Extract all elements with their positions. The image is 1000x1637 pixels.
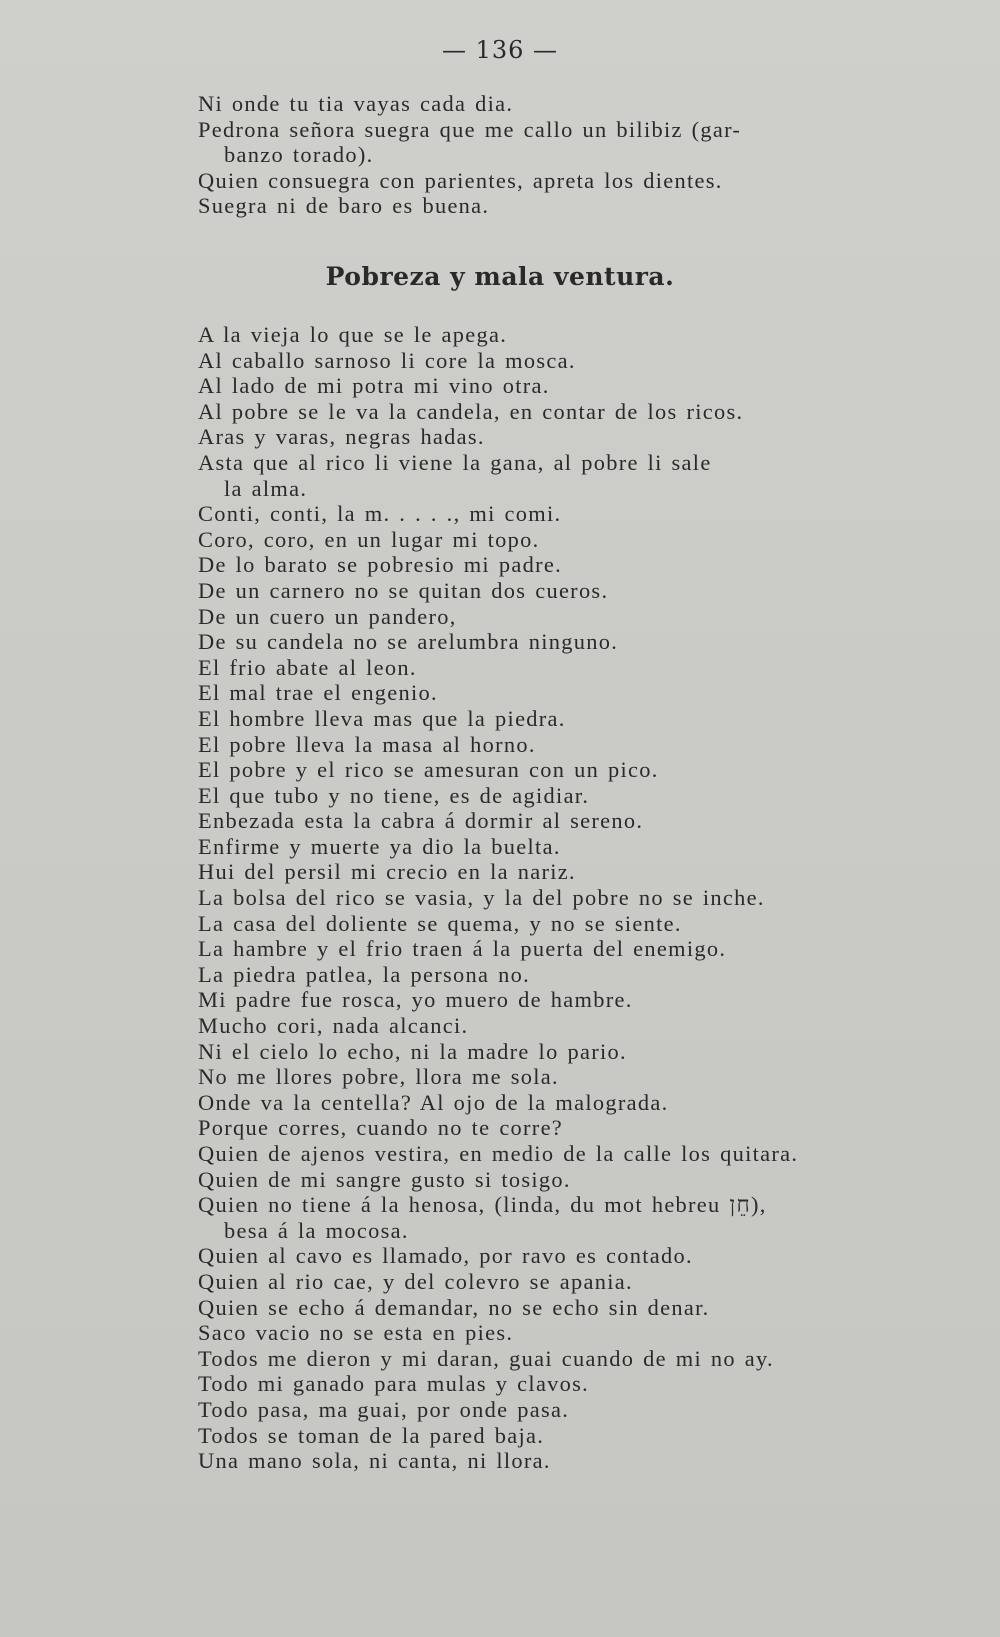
proverb-line: De su candela no se arelumbra ninguno.	[198, 629, 619, 655]
proverb-line: Saco vacio no se esta en pies.	[198, 1320, 514, 1346]
proverb-line: Onde va la centella? Al ojo de la malograda.	[198, 1089, 669, 1115]
proverb-line: A la vieja lo que se le apega.	[198, 322, 508, 347]
proverb-line: Suegra ni de baro es buena.	[198, 193, 490, 219]
proverb-line: El que tubo y no tiene, es de agidiar.	[198, 782, 590, 808]
proverb-line: El frio abate al leon.	[198, 654, 417, 680]
proverb-line-continuation: besa á la mocosa.	[224, 1217, 409, 1243]
proverb-line: Ni el cielo lo echo, ni la madre lo pario.	[198, 1038, 627, 1064]
proverb-line: El hombre lleva mas que la piedra.	[198, 705, 566, 731]
proverb-line: Quien consuegra con parientes, apreta los dientes.	[198, 167, 723, 193]
proverb-line: Enbezada esta la cabra á dormir al sereno.	[198, 808, 644, 834]
proverb-line: Enfirme y muerte ya dio la buelta.	[198, 833, 561, 859]
proverb-line: Quien de mi sangre gusto si tosigo.	[198, 1166, 571, 1192]
proverb-line: Todos me dieron y mi daran, guai cuando de mi no ay.	[198, 1345, 774, 1371]
page-number: — 136 —	[441, 36, 559, 64]
proverb-line: La casa del doliente se quema, y no se siente.	[198, 910, 682, 936]
proverb-line: Quien de ajenos vestira, en medio de la calle los quitara.	[198, 1141, 799, 1166]
proverb-line: Una mano sola, ni canta, ni llora.	[198, 1448, 551, 1474]
proverb-line: El pobre lleva la masa al horno.	[198, 731, 536, 757]
proverb-line: No me llores pobre, llora me sola.	[198, 1064, 559, 1090]
proverb-line: Coro, coro, en un lugar mi topo.	[198, 526, 540, 552]
section-heading: Pobreza y mala ventura.	[325, 262, 675, 291]
proverb-line: Todo mi ganado para mulas y clavos.	[198, 1371, 590, 1397]
proverb-line: De lo barato se pobresio mi padre.	[198, 552, 562, 578]
proverb-line: Al caballo sarnoso li core la mosca.	[198, 347, 576, 373]
proverb-list-pobreza	[198, 322, 818, 1474]
proverb-line: Ni onde tu tia vayas cada dia.	[198, 91, 514, 116]
proverb-line: Todo pasa, ma guai, por onde pasa.	[198, 1396, 570, 1422]
proverb-line: Aras y varas, negras hadas.	[198, 424, 485, 450]
proverb-line: Quien no tiene á la henosa, (linda, du mot hebreu חֵן),	[198, 1192, 767, 1218]
proverb-line: El mal trae el engenio.	[198, 680, 438, 706]
proverb-line: Asta que al rico li viene la gana, al pobre li sale	[198, 449, 712, 475]
proverb-line-continuation: banzo torado).	[224, 142, 374, 168]
proverb-line: Quien se echo á demandar, no se echo sin denar.	[198, 1294, 710, 1320]
proverb-line-continuation: la alma.	[224, 475, 308, 501]
proverb-list-intro	[198, 91, 818, 219]
proverb-line: Quien al rio cae, y del colevro se apania.	[198, 1268, 633, 1294]
proverb-line: Conti, conti, la m. . . . ., mi comi.	[198, 501, 562, 527]
proverb-line: Porque corres, cuando no te corre?	[198, 1115, 564, 1141]
proverb-line: La hambre y el frio traen á la puerta del enemigo.	[198, 936, 727, 962]
proverb-line: De un carnero no se quitan dos cueros.	[198, 577, 609, 603]
proverb-line: Mucho cori, nada alcanci.	[198, 1013, 469, 1039]
proverb-line: De un cuero un pandero,	[198, 603, 457, 629]
proverb-line: Al pobre se le va la candela, en contar de los ricos.	[198, 398, 744, 424]
proverb-line: Mi padre fue rosca, yo muero de hambre.	[198, 987, 633, 1013]
proverb-line: La bolsa del rico se vasia, y la del pobre no se inche.	[198, 885, 765, 911]
proverb-line: Hui del persil mi crecio en la nariz.	[198, 859, 576, 885]
proverb-line: La piedra patlea, la persona no.	[198, 961, 530, 987]
proverb-line: Todos se toman de la pared baja.	[198, 1422, 545, 1448]
proverb-line: Pedrona señora suegra que me callo un bilibiz (gar-	[198, 116, 742, 142]
proverb-line: Quien al cavo es llamado, por ravo es contado.	[198, 1243, 693, 1269]
proverb-line: Al lado de mi potra mi vino otra.	[198, 373, 550, 399]
proverb-line: El pobre y el rico se amesuran con un pico.	[198, 757, 659, 783]
